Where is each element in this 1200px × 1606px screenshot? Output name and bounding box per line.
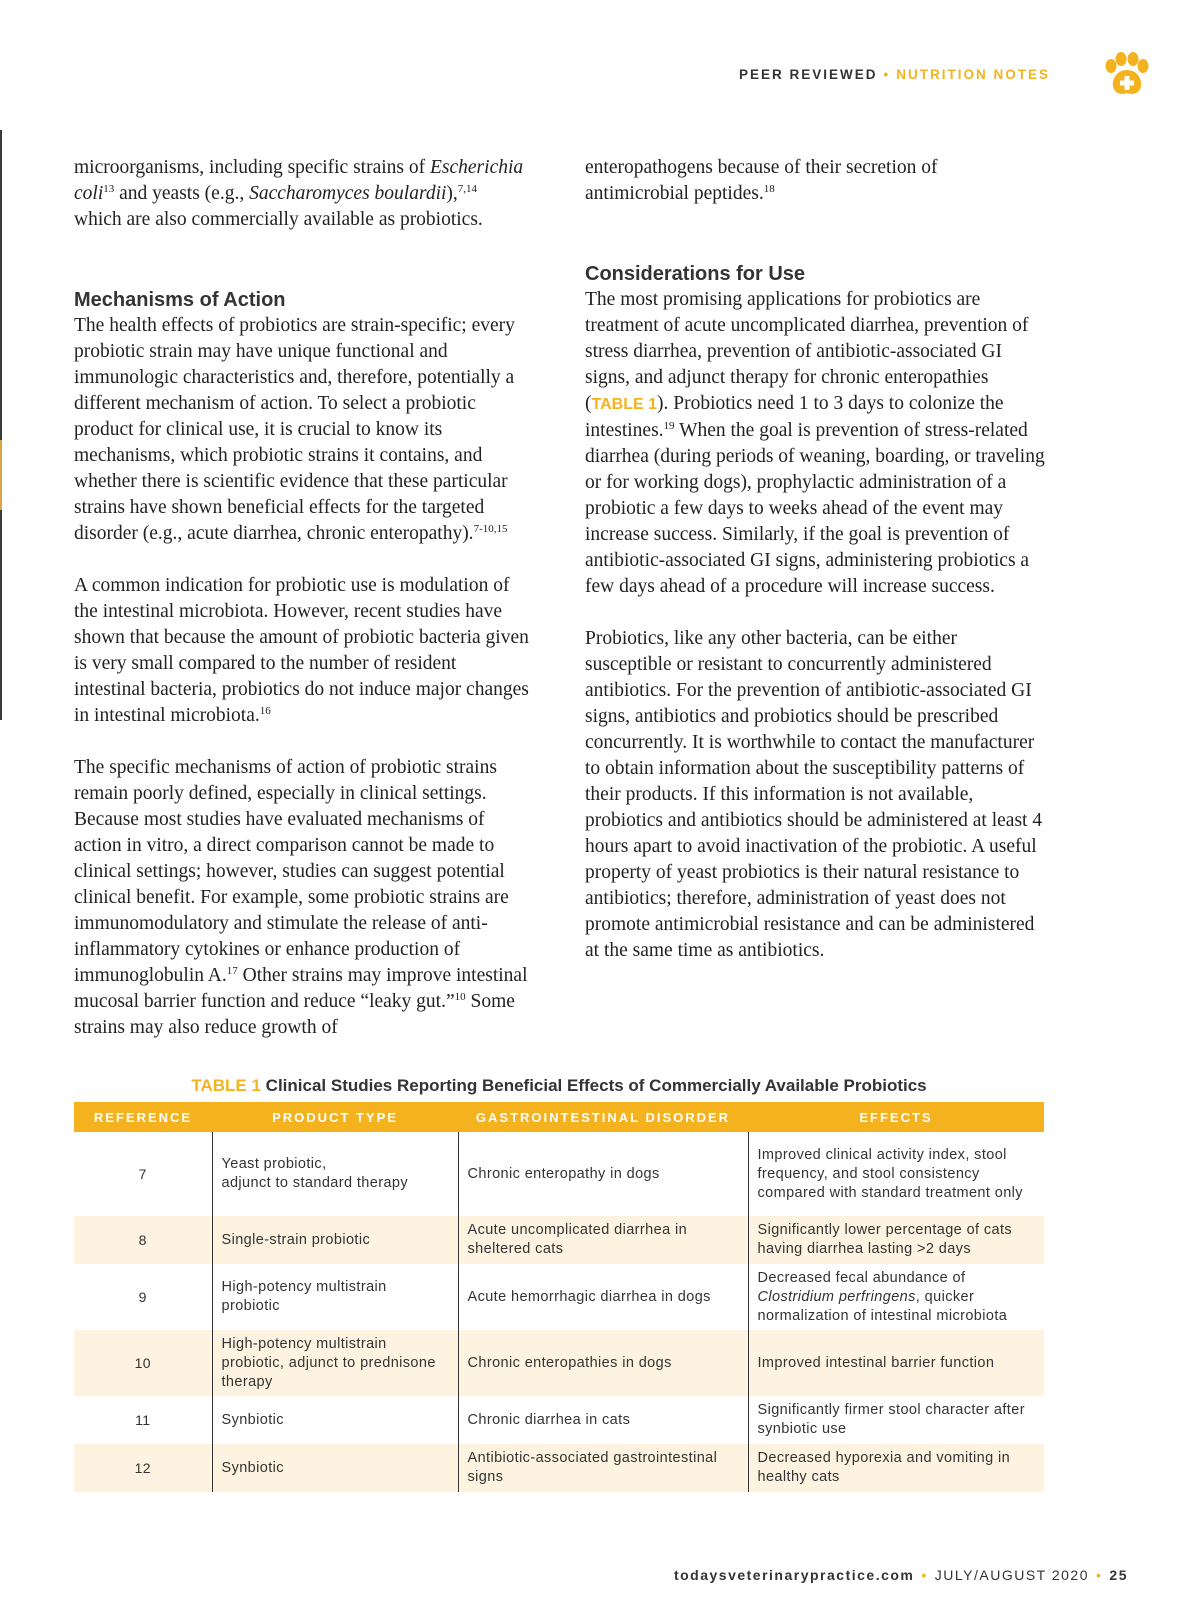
table-row bbox=[74, 1330, 1044, 1396]
header-product-type: PRODUCT TYPE bbox=[212, 1102, 458, 1132]
header-effects: EFFECTS bbox=[748, 1102, 1044, 1132]
table-title: TABLE 1 Clinical Studies Reporting Beneficial Effects of Commercially Available Probiotics bbox=[191, 1076, 927, 1095]
cell-product: High-potency multistrain probiotic bbox=[212, 1264, 458, 1330]
paragraph-strain-specific: The health effects of probiotics are strain-specific; every probiotic strain may have unique functional and immunologic characteristics and, therefore, potentially a different mechanism of action. To select a probiotic product for clinical use, it is crucial to know its mechanisms, which probiotic strains it contains, and whether there is scientific evidence that these particular strains have shown beneficial effects for the targeted disorder (e.g., acute diarrhea, chronic enteropathy).$^{7-10,15}$ bbox=[74, 315, 515, 544]
cell-effects: Significantly lower percentage of cats having diarrhea lasting >2 days bbox=[748, 1216, 1044, 1264]
probiotics-table bbox=[74, 1102, 1044, 1492]
cell-reference: 10 bbox=[74, 1330, 212, 1396]
left-edge-accent bbox=[0, 440, 2, 510]
cell-product: Yeast probiotic, adjunct to standard therapy bbox=[212, 1132, 458, 1216]
table-row bbox=[74, 1444, 1044, 1492]
header-gi-disorder: GASTROINTESTINAL DISORDER bbox=[458, 1102, 748, 1132]
header-separator: • bbox=[883, 67, 891, 82]
cell-reference: 9 bbox=[74, 1264, 212, 1330]
cell-disorder: Chronic enteropathies in dogs bbox=[458, 1330, 748, 1396]
cell-disorder: Acute hemorrhagic diarrhea in dogs bbox=[458, 1264, 748, 1330]
cell-disorder: Antibiotic-associated gastrointestinal signs bbox=[458, 1444, 748, 1492]
cell-reference: 8 bbox=[74, 1216, 212, 1264]
heading-mechanisms-of-action: Mechanisms of Action bbox=[74, 289, 286, 311]
paragraph-enteropathogens: enteropathogens because of their secretion of antimicrobial peptides.$^{18}$ bbox=[585, 157, 938, 204]
cell-disorder: Acute uncomplicated diarrhea in sheltered cats bbox=[458, 1216, 748, 1264]
cell-effects: Improved intestinal barrier function bbox=[748, 1330, 1044, 1396]
table-1 bbox=[74, 1076, 1044, 1492]
paragraph-microorganisms: microorganisms, including specific strains of Escherichia coli$^{13}$ and yeasts (e.g., Saccharomyces boulardii),$^{7,14}$ which are also commercially available as probiotics. bbox=[74, 157, 524, 230]
section-label: NUTRITION NOTES bbox=[896, 67, 1050, 82]
footer-website[interactable]: todaysveterinarypractice.com bbox=[673, 1567, 915, 1583]
right-column bbox=[585, 155, 1045, 964]
paw-icon bbox=[1102, 52, 1152, 98]
left-column bbox=[74, 155, 529, 1041]
table-row bbox=[74, 1264, 1044, 1330]
table-row bbox=[74, 1132, 1044, 1216]
cell-effects: Significantly firmer stool character after synbiotic use bbox=[757, 1402, 1025, 1437]
paragraph-antibiotics: Probiotics, like any other bacteria, can be either susceptible or resistant to concurrently administered antibiotics. For the prevention of antibiotic-associated GI signs, antibiotics and probiotics should be prescribed concurrently. It is worthwhile to contact the manufacturer to obtain information about the susceptibility patterns of their products. If this information is not available, probiotics and antibiotics should be administered at least 4 hours apart to avoid inactivation of the probiotic. A useful property of yeast probiotics is their natural resistance to antibiotics; therefore, administration of yeast does not promote antimicrobial resistance and can be administered at the same time as antibiotics. bbox=[585, 628, 1043, 961]
cell-disorder: Chronic enteropathy in dogs bbox=[458, 1132, 748, 1216]
table-row bbox=[74, 1216, 1044, 1264]
footer-separator: • bbox=[921, 1567, 928, 1583]
cell-effects: Decreased fecal abundance of Clostridium perfringens, quicker normalization of intestinal microbiota bbox=[757, 1269, 1008, 1324]
cell-effects: Improved clinical activity index, stool frequency, and stool consistency compared with standard treatment only bbox=[757, 1146, 1023, 1201]
cell-product: Synbiotic bbox=[212, 1444, 458, 1492]
cell-product: Single-strain probiotic bbox=[212, 1216, 458, 1264]
footer-issue: JULY/AUGUST 2020 bbox=[934, 1567, 1090, 1583]
page-footer bbox=[674, 1567, 1128, 1583]
cell-product: High-potency multistrain probiotic, adjunct to prednisone therapy bbox=[212, 1330, 458, 1396]
cell-reference: 11 bbox=[74, 1396, 212, 1444]
heading-considerations-for-use: Considerations for Use bbox=[585, 263, 806, 285]
cell-reference: 12 bbox=[74, 1444, 212, 1492]
paragraph-specific-mechanisms: The specific mechanisms of action of probiotic strains remain poorly defined, especially in clinical settings. Because most studies have evaluated mechanisms of action in vitro, a direct comparison cannot be made to clinical settings; however, studies can suggest potential clinical benefit. For example, some probiotic strains are immunomodulatory and stimulate the release of anti-inflammatory cytokines or enhance production of immunoglobulin A.$^{17}$ Other strains may improve intestinal mucosal barrier function and reduce “leaky gut.”$^{10}$ Some strains may also reduce growth of bbox=[74, 757, 528, 1038]
cell-disorder: Chronic diarrhea in cats bbox=[458, 1396, 748, 1444]
running-header bbox=[739, 67, 1050, 82]
header-reference: REFERENCE bbox=[74, 1102, 212, 1132]
cell-effects: Decreased hyporexia and vomiting in healthy cats bbox=[748, 1444, 1044, 1492]
paragraph-modulation: A common indication for probiotic use is modulation of the intestinal microbiota. However, recent studies have shown that because the amount of probiotic bacteria given is very small compared to the number of resident intestinal bacteria, probiotics do not induce major changes in intestinal microbiota.$^{16}$ bbox=[74, 575, 529, 726]
cell-product: Synbiotic bbox=[212, 1396, 458, 1444]
table-row bbox=[74, 1396, 1044, 1444]
left-edge-bar bbox=[0, 130, 2, 720]
footer-separator: • bbox=[1096, 1567, 1103, 1583]
table-header-row bbox=[74, 1102, 1044, 1132]
table-1-link[interactable]: TABLE 1 bbox=[591, 396, 657, 413]
peer-reviewed-label: PEER REVIEWED bbox=[738, 67, 878, 82]
page-number: 25 bbox=[1109, 1567, 1128, 1583]
paragraph-applications: The most promising applications for probiotics are treatment of acute uncomplicated diarrhea, prevention of stress diarrhea, prevention of antibiotic-associated GI signs, and adjunct therapy for chronic enteropathies (TABLE 1). Probiotics need 1 to 3 days to colonize the intestines.$^{19}$ When the goal is prevention of stress-related diarrhea (during periods of weaning, boarding, or traveling or for working dogs), prophylactic administration of a probiotic a few days to weeks ahead of the event may increase success. Similarly, if the goal is prevention of antibiotic-associated GI signs, administering probiotics a few days ahead of a procedure will increase success. bbox=[585, 289, 1045, 597]
cell-reference: 7 bbox=[74, 1132, 212, 1216]
